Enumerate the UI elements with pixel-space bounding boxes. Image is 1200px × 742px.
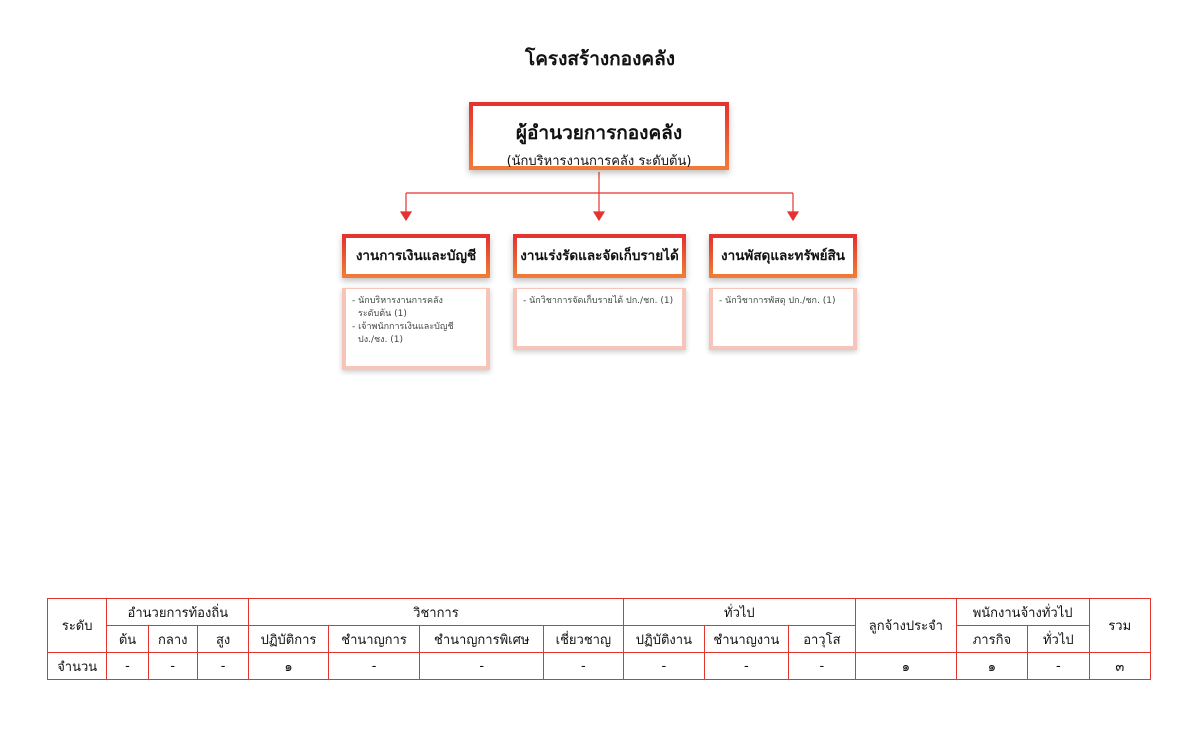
count-cell: ๑ xyxy=(956,653,1027,680)
sub-header: ต้น xyxy=(107,626,148,653)
duty-item: ระดับต้น (1) xyxy=(358,309,407,319)
page-title: โครงสร้างกองคลัง xyxy=(525,48,675,70)
count-cell: ๑ xyxy=(856,653,957,680)
sub-header: อาวุโส xyxy=(788,626,855,653)
dept-revenue-collection: งานเร่งรัดและจัดเก็บรายได้ xyxy=(513,234,686,278)
sub-header: ปฏิบัติงาน xyxy=(623,626,705,653)
duty-item: - นักบริหารงานการคลัง xyxy=(352,296,443,306)
duty-item: - เจ้าพนักการเงินและบัญชี xyxy=(352,322,454,332)
arrow-down-icon xyxy=(401,212,411,220)
group-total: รวม xyxy=(1089,599,1150,653)
sub-header: ชำนาญงาน xyxy=(705,626,789,653)
director-title: ผู้อำนวยการกองคลัง xyxy=(515,122,683,144)
sub-header: ชำนาญการพิเศษ xyxy=(420,626,544,653)
sub-header: ปฏิบัติการ xyxy=(249,626,329,653)
count-cell: - xyxy=(107,653,148,680)
count-cell-total: ๓ xyxy=(1089,653,1150,680)
sub-header: ภารกิจ xyxy=(956,626,1027,653)
arrow-down-icon xyxy=(594,212,604,220)
sub-header: ทั่วไป xyxy=(1028,626,1089,653)
group-contract: พนักงานจ้างทั่วไป xyxy=(956,599,1089,626)
duty-item: - นักวิชาการจัดเก็บรายได้ ปก./ชก. (1) xyxy=(523,296,674,306)
staff-count-table xyxy=(47,598,1151,680)
arrow-down-icon xyxy=(788,212,798,220)
count-cell: - xyxy=(1028,653,1089,680)
sub-header: ชำนาญการ xyxy=(328,626,420,653)
duty-list-revenue xyxy=(513,288,686,350)
count-cell: ๑ xyxy=(249,653,329,680)
group-permanent: ลูกจ้างประจำ xyxy=(856,599,957,653)
dept-finance-accounting: งานการเงินและบัญชี xyxy=(342,234,490,278)
count-cell: - xyxy=(328,653,420,680)
duty-list-finance xyxy=(342,288,490,370)
director-box xyxy=(469,102,729,170)
sub-header: สูง xyxy=(197,626,248,653)
row-header-level: ระดับ xyxy=(48,599,107,653)
count-cell: - xyxy=(148,653,197,680)
group-local-admin: อำนวยการท้องถิ่น xyxy=(107,599,249,626)
count-cell: - xyxy=(544,653,624,680)
count-cell: - xyxy=(705,653,789,680)
sub-header: เชี่ยวชาญ xyxy=(544,626,624,653)
dept-supplies-assets: งานพัสดุและทรัพย์สิน xyxy=(709,234,857,278)
duty-item: - นักวิชาการพัสดุ ปก./ชก. (1) xyxy=(719,296,836,306)
group-academic: วิชาการ xyxy=(249,599,623,626)
group-general: ทั่วไป xyxy=(623,599,855,626)
count-cell: - xyxy=(420,653,544,680)
count-cell: - xyxy=(788,653,855,680)
count-cell: - xyxy=(197,653,248,680)
count-cell: - xyxy=(623,653,705,680)
director-position: (นักบริหารงานการคลัง ระดับต้น) xyxy=(506,154,692,169)
duty-list-supplies xyxy=(709,288,857,350)
duty-item: ปง./ชง. (1) xyxy=(358,335,403,345)
sub-header: กลาง xyxy=(148,626,197,653)
row-label-count: จำนวน xyxy=(48,653,107,680)
